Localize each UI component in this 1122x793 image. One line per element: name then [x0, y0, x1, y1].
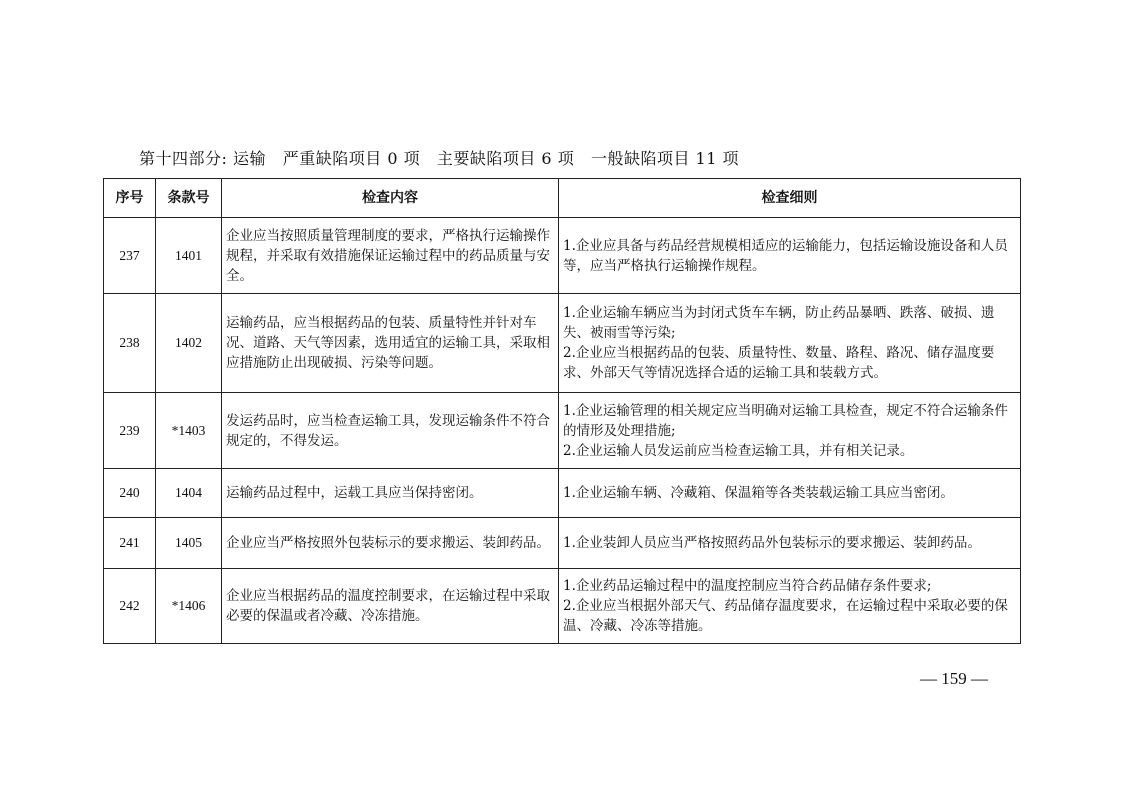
row-number: 237: [104, 218, 156, 294]
detail-line: 1.企业应具备与药品经营规模相适应的运输能力，包括运输设施设备和人员等，应当严格执行运输操作规程。: [563, 237, 1008, 274]
row-number: 239: [104, 393, 156, 469]
inspection-detail: [559, 393, 1021, 469]
inspection-detail: [559, 569, 1021, 644]
table-row: [104, 469, 1021, 518]
page-number: — 159 —: [920, 669, 988, 688]
inspection-detail: [559, 518, 1021, 569]
inspection-content: 运输药品，应当根据药品的包装、质量特性并针对车况、道路、天气等因素，选用适宜的运输工具，采取相应措施防止出现破损、污染等问题。: [222, 294, 559, 393]
table-row: [104, 393, 1021, 469]
detail-line: 2.企业运输人员发运前应当检查运输工具，并有相关记录。: [563, 442, 914, 459]
inspection-content: 发运药品时，应当检查运输工具，发现运输条件不符合规定的，不得发运。: [222, 393, 559, 469]
inspection-table: [103, 178, 1021, 644]
article-number: *1403: [156, 393, 222, 469]
article-number: 1402: [156, 294, 222, 393]
article-number: 1401: [156, 218, 222, 294]
detail-line: 1.企业装卸人员应当严格按照药品外包装标示的要求搬运、装卸药品。: [563, 535, 981, 551]
inspection-content: 运输药品过程中，运载工具应当保持密闭。: [222, 469, 559, 518]
detail-line: 2.企业应当根据外部天气、药品储存温度要求，在运输过程中采取必要的保温、冷藏、冷冻等措施。: [563, 598, 1008, 634]
detail-line: 1.企业运输车辆应当为封闭式货车车辆，防止药品暴晒、跌落、破损、遗失、被雨雪等污染;: [563, 305, 995, 341]
table-header-row: [104, 179, 1021, 218]
inspection-detail: [559, 469, 1021, 518]
table-row: [104, 518, 1021, 569]
row-number: 238: [104, 294, 156, 393]
row-number: 241: [104, 518, 156, 569]
inspection-content: 企业应当按照质量管理制度的要求，严格执行运输操作规程，并采取有效措施保证运输过程中的药品质量与安全。: [222, 218, 559, 294]
detail-line: 1.企业运输管理的相关规定应当明确对运输工具检查，规定不符合运输条件的情形及处理措施;: [563, 402, 1008, 439]
table-row: [104, 294, 1021, 393]
inspection-content: 企业应当严格按照外包装标示的要求搬运、装卸药品。: [222, 518, 559, 569]
header-content: 检查内容: [222, 179, 559, 218]
section-heading: 第十四部分: 运输 严重缺陷项目 0 项 主要缺陷项目 6 项 一般缺陷项目 11 项: [139, 149, 739, 168]
inspection-content: 企业应当根据药品的温度控制要求，在运输过程中采取必要的保温或者冷藏、冷冻措施。: [222, 569, 559, 644]
inspection-detail: [559, 294, 1021, 393]
header-detail: 检查细则: [559, 179, 1021, 218]
header-article: 条款号: [156, 179, 222, 218]
detail-line: 2.企业应当根据药品的包装、质量特性、数量、路程、路况、储存温度要求、外部天气等情况选择合适的运输工具和装载方式。: [563, 345, 995, 381]
article-number: 1404: [156, 469, 222, 518]
row-number: 240: [104, 469, 156, 518]
table-row: [104, 569, 1021, 644]
article-number: 1405: [156, 518, 222, 569]
detail-line: 1.企业运输车辆、冷藏箱、保温箱等各类装载运输工具应当密闭。: [563, 485, 954, 501]
row-number: 242: [104, 569, 156, 644]
detail-line: 1.企业药品运输过程中的温度控制应当符合药品储存条件要求;: [563, 578, 932, 594]
inspection-detail: [559, 218, 1021, 294]
article-number: *1406: [156, 569, 222, 644]
table-row: [104, 218, 1021, 294]
header-no: 序号: [104, 179, 156, 218]
